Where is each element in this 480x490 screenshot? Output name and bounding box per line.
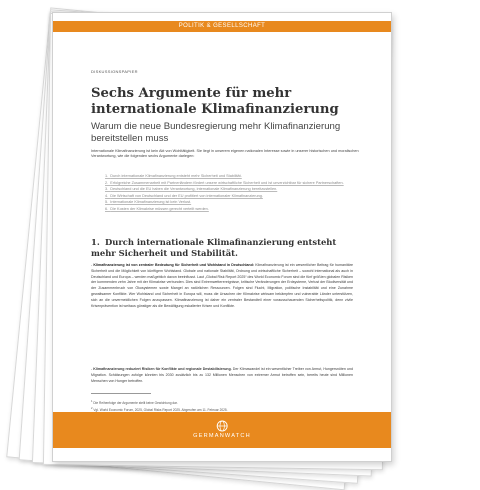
footnote-divider — [91, 393, 151, 394]
footer-band — [53, 412, 391, 448]
toc-item[interactable]: 1. Durch internationale Klimafinanzierung entsteht mehr Sicherheit und Stabilität. — [105, 174, 242, 178]
lead-paragraph: Internationale Klimafinanzierung ist kein Akt von Wohltätigkeit. Sie liegt in unserem eigenen nationalen Interesse sowie in unserer historischen und moralischen Verantwortung, wie die folgenden sechs Argumente darlegen: — [91, 149, 359, 159]
table-of-contents — [105, 173, 345, 213]
document-subtitle: Warum die neue Bundesregierung mehr Klimafinanzierung bereitstellen muss — [91, 121, 341, 144]
document-page — [52, 12, 392, 462]
section-heading-text: Durch internationale Klimafinanzierung entsteht mehr Sicherheit und Stabilität. — [91, 237, 337, 258]
globe-logo-icon — [216, 420, 228, 432]
germanwatch-logo — [193, 420, 251, 440]
toc-item[interactable]: 4. Die Wirtschaft von Deutschland und der EU profitiert von internationaler Klimafinanzierung. — [105, 193, 263, 198]
logo-text: GERMANWATCH — [193, 433, 251, 439]
toc-item[interactable]: 6. Die Kosten der Klimakrise müssen gerecht verteilt werden. — [105, 206, 209, 211]
paragraph-lead-bold: Klimafinanzierung ist von zentraler Bedeutung für Sicherheit und Wohlstand in Deutschland: — [93, 263, 255, 267]
header-band — [53, 21, 391, 32]
paragraph-text: Der Klimawandel ist ein wesentlicher Treiber von Armut, Hungersnöten und Migration. Schätzungen zufolge könnten bis 2030 zusätzlich bis zu 132 Millionen Menschen von extremer Armut betroffen sein, bereits heute sind Millionen Menschen von Hunger betroffen. — [91, 367, 353, 383]
footnote: $^1$ Die Reihenfolge der Argumente stellt keine Gewichtung dar. — [91, 400, 178, 406]
toc-item[interactable]: 2. Erfolgreiche Zusammenarbeit mit Partnerländern fördert unsere wirtschaftliche Sicherheit und ist unverzichtbar für sichere Partnerschaften. — [105, 180, 344, 185]
document-title: Sechs Argumente für mehr internationale Klimafinanzierung — [91, 86, 339, 117]
section-paragraph: - Klimafinanzierung ist von zentraler Bedeutung für Sicherheit und Wohlstand in Deutschland: Klimafinanzierung ist ein wesentlicher Beitrag für humanitäre Sicherheit und die Möglichkeit von künftigem Wohlstand. Globale und nationale Stabilität, Ordnung und wirtschaftliche Sicherheit – sowohl international als auch in Deutschland und Europa – werden maßgeblich davon beeinflusst. Laut „Global Risk Report 2025“ des World Economic Forum sind die fünf größten globalen Risiken der kommenden zehn Jahre mit der Klimakrise verbunden. Dies sind Extremwetterereignisse, kritische Veränderungen der Erdsysteme, Verlust der Biodiversität und der Zusammenbruch von Ökosystemen sowie Mangel an natürlichen Ressourcen. Folgen sind Flucht, Migration, politische Instabilität und eine Zunahme gewaltsamer Konflikte. Wer Wohlstand und Sicherheit in Europa will, muss die Ursachen der Klimakrise wirksam bekämpfen und vulnerable Länder unterstützen, sich an die unvermeidlichen Folgen anzupassen. Klimafinanzierung ist daher ein zentraler Bestandteil einer vorausschauenden Sicherheitspolitik, denn zivile Krisenprävention ist weitaus günstiger als die Bewältigung eskalierter Krisen und Konflikte. — [91, 263, 354, 308]
section-paragraph: - Klimafinanzierung reduziert Risiken für Konflikte und regionale Destabilisierung. Der Klimawandel ist ein wesentlicher Treiber von Armut, Hungersnöten und Migration. Schätzungen zufolge könnten bis 2030 zusätzlich bis zu 132 Millionen Menschen von extremer Armut betroffen sein, bereits heute sind Millionen Menschen von Hunger betroffen. — [91, 367, 353, 383]
toc-item[interactable]: 5. Internationale Klimafinanzierung ist kein Verlust. — [105, 200, 192, 205]
document-type: DISKUSSIONSPAPIER — [91, 69, 138, 74]
paragraph-lead-bold: Klimafinanzierung reduziert Risiken für Konflikte und regionale Destabilisierung. — [93, 367, 232, 371]
toc-item[interactable]: 3. Deutschland und die EU haben die Verantwortung, internationale Klimafinanzierung bereitzustellen. — [105, 187, 278, 192]
footnotes — [91, 399, 353, 413]
section-heading — [91, 237, 361, 258]
section-number: 1. — [91, 237, 100, 247]
header-category-label: POLITIK & GESELLSCHAFT — [178, 23, 266, 29]
footnote: $^2$ Vgl. World Economic Forum, 2025, Global Risks Report 2025. Abgerufen am 11. Februar 2025. — [91, 407, 228, 413]
paragraph-text: Klimafinanzierung ist ein wesentlicher Beitrag für humanitäre Sicherheit und die Möglichkeit von künftigem Wohlstand. Globale und nationale Stabilität, Ordnung und wirtschaftliche Sicherheit – sowohl international als auch in Deutschland und Europa – werden maßgeblich davon beeinflusst. Laut „Global Risk Report 2025“ des World Economic Forum sind die fünf größten globalen Risiken der kommenden zehn Jahre mit der Klimakrise verbunden. Dies sind Extremwetterereignisse, kritische Veränderungen der Erdsysteme, Verlust der Biodiversität und der Zusammenbruch von Ökosystemen sowie Mangel an natürlichen Ressourcen. Folgen sind Flucht, Migration, politische Instabilität und eine Zunahme gewaltsamer Konflikte. Wer Wohlstand und Sicherheit in Europa will, muss die Ursachen der Klimakrise wirksam bekämpfen und vulnerable Länder unterstützen, sich an die unvermeidlichen Folgen anzupassen. Klimafinanzierung ist daher ein zentraler Bestandteil einer vorausschauenden Sicherheitspolitik, denn zivile Krisenprävention ist weitaus günstiger als die Bewältigung eskalierter Krisen und Konflikte. — [91, 263, 354, 308]
